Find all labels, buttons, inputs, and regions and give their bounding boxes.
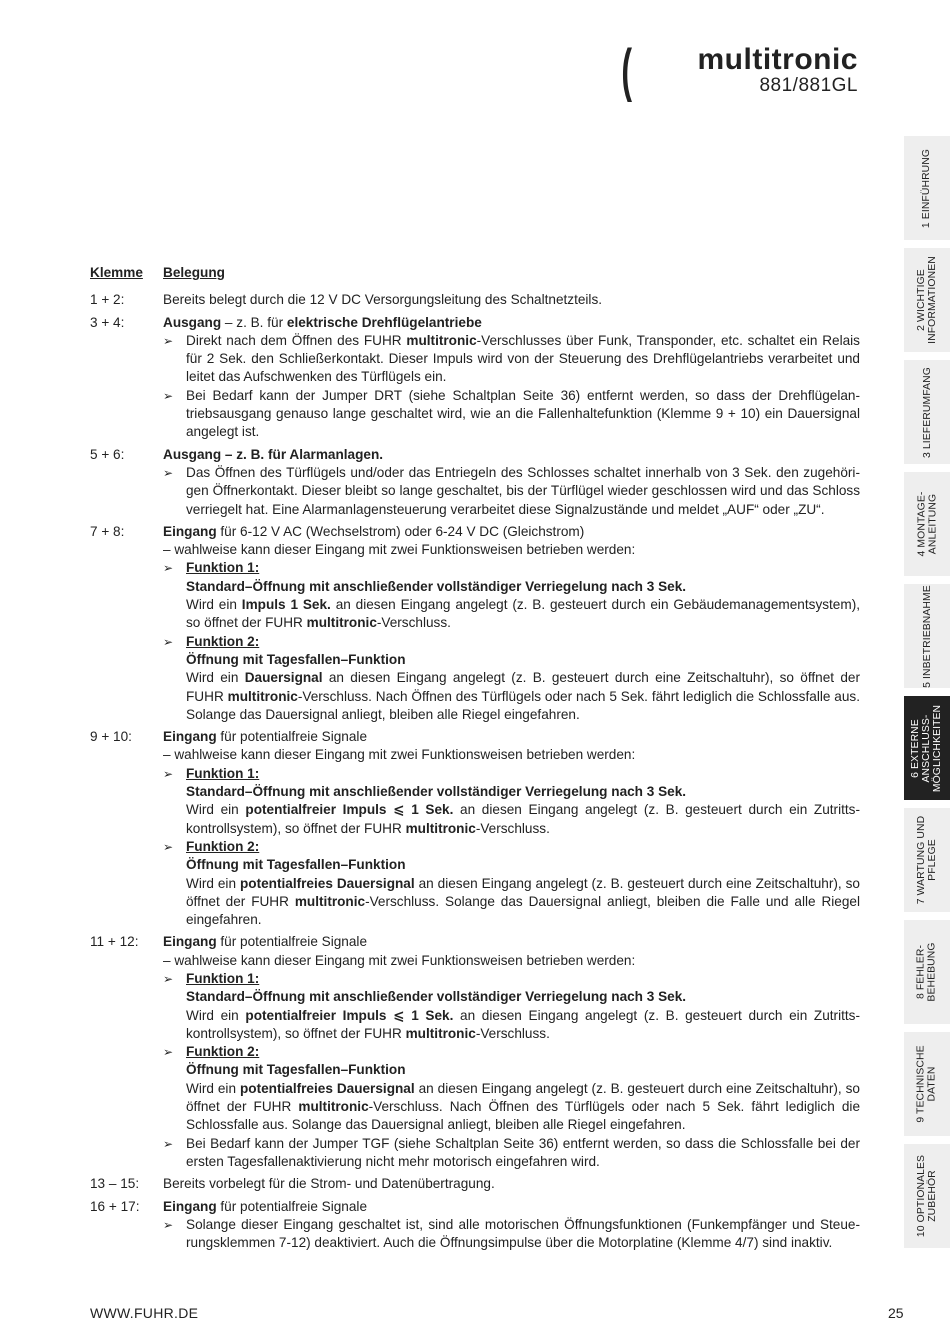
arrow-bullet-icon: ➢ xyxy=(163,561,174,576)
text-run: Solange dieser Eingang geschaltet ist, sind alle motorischen Öffnungsfunktionen (Funkempfänger und Steuerungsklemmen 7-12) deaktiviert. Auch die Öffnungsimpulse über die Motorplatine (Klemme 4/7) sind inaktiv. xyxy=(186,1216,860,1251)
text-run: potentialfreier Impuls ⩽ 1 Sek. xyxy=(245,1007,454,1023)
table-row xyxy=(90,933,860,1171)
chapter-tab-label: 2 WICHTIGE INFORMATIONEN xyxy=(916,256,939,344)
text-run: an diesen Eingang angelegt (z. B. gesteuert durch eine Zeitschaltuhr), so öffnet der FUHR xyxy=(186,875,860,909)
text-run: Öffnung mit Tagesfallen–Funktion xyxy=(186,857,406,873)
text-run: multitronic xyxy=(406,332,477,348)
table-header xyxy=(90,264,860,282)
text-run: Funktion 1: xyxy=(186,765,260,781)
terminal-description xyxy=(163,1175,860,1193)
text-run: Funktion 2: xyxy=(186,633,260,649)
bullet-text xyxy=(186,765,860,838)
text-run: potentialfreier Impuls ⩽ 1 Sek. xyxy=(245,802,454,818)
terminal-table xyxy=(90,264,860,1256)
brand-logo xyxy=(621,38,859,103)
text-run: multitronic xyxy=(227,688,298,704)
text-run: Das Öffnen des Türflügels und/oder das Entriegeln des Schlosses schaltet innerhalb von 3 Sek. den zugehörigen Öffnerkontakt. Dieser bleibt so lange geschaltet, bis der Türflügel wieder geschlossen wird und das Schloss verriegelt hat. Eine Alarmanlagensteuerung verarbeitet diese Signalzustände und meldet „AUF“ oder „ZU“. xyxy=(186,464,860,517)
chapter-tab-6[interactable] xyxy=(904,696,950,800)
text-run: -Verschluss. Solange das Dauersignal anliegt, bleiben die Falle und alle Riegel eingefahren. xyxy=(186,893,861,928)
text-run: Standard–Öffnung mit anschließender vollständiger Verriegelung nach 3 Sek. xyxy=(186,989,687,1005)
terminal-number: 1 + 2: xyxy=(90,292,125,308)
text-run: -Verschluss. xyxy=(475,820,550,836)
text-run: Eingang xyxy=(163,934,217,950)
text-run: für 6-12 V AC (Wechselstrom) oder 6-24 V DC (Gleichstrom) xyxy=(216,523,585,539)
terminal-description xyxy=(163,291,860,309)
chapter-tab-5[interactable] xyxy=(904,584,950,688)
chapter-tab-9[interactable] xyxy=(904,1032,950,1136)
terminal-number: 16 + 17: xyxy=(90,1198,140,1214)
text-run: an diesen Eingang angelegt (z. B. gesteuert durch eine Zeitschaltuhr), so öffnet der FUHR xyxy=(186,670,860,704)
description-main xyxy=(163,728,860,746)
text-run: -Verschluss. xyxy=(376,615,451,631)
terminal-number: 11 + 12: xyxy=(90,934,139,950)
text-run: multitronic xyxy=(298,1099,369,1115)
text-run: Wird ein xyxy=(186,802,246,818)
text-run: Wird ein xyxy=(186,1007,246,1023)
text-run: potentialfreies Dauersignal xyxy=(239,875,415,891)
text-run: – z. B. für xyxy=(221,314,287,330)
description-main xyxy=(163,446,860,464)
text-run: -Verschlusses über Funk, Transponder, etc. schaltet ein Relais für 2 Sek. den Schließerkontakt. Dieser Impuls wird von der Steuerung des Drehflügelantriebs verarbeitet und leitet das Aufschwenken des Türflügels ein. xyxy=(186,332,860,385)
arrow-bullet-icon: ➢ xyxy=(163,333,174,348)
terminal-description xyxy=(163,446,860,519)
chapter-tab-label: 1 EINFÜHRUNG xyxy=(921,148,933,228)
arrow-bullet-icon: ➢ xyxy=(163,766,174,781)
brand-parenthesis: ( xyxy=(621,38,632,103)
chapter-tab-3[interactable] xyxy=(904,360,950,464)
table-row xyxy=(90,1175,860,1193)
arrow-bullet-icon: ➢ xyxy=(163,465,174,480)
text-run: für potentialfreie Signale xyxy=(216,934,368,950)
brand-name: multitronic xyxy=(697,43,858,76)
text-run: potentialfreies Dauersignal xyxy=(239,1080,415,1096)
chapter-tab-4[interactable] xyxy=(904,472,950,576)
text-run: Bei Bedarf kann der Jumper TGF (siehe Schaltplan Seite 36) entfernt werden, so dass die Schlossfalle bei der ersten Tagesfallenaktivierung nicht mehr motorisch eingefahren wird. xyxy=(186,1135,860,1169)
chapter-tab-8[interactable] xyxy=(904,920,950,1024)
arrow-bullet-icon: ➢ xyxy=(163,388,174,403)
chapter-tab-10[interactable] xyxy=(904,1144,950,1248)
chapter-tab-label: 10 OPTIONALES ZUBEHÖR xyxy=(916,1154,938,1238)
text-run: an diesen Eingang angelegt (z. B. gesteuert durch ein Zutrittskontrollsystem), so öffnet der FUHR xyxy=(186,1007,860,1041)
text-run: Ausgang xyxy=(163,314,222,330)
description-main xyxy=(163,1198,860,1216)
arrow-bullet-icon: ➢ xyxy=(163,1045,174,1060)
text-run: Eingang xyxy=(163,1198,217,1214)
chapter-tab-label: 9 TECHNISCHE DATEN xyxy=(916,1045,939,1123)
text-run: Standard–Öffnung mit anschließender vollständiger Verriegelung nach 3 Sek. xyxy=(186,578,687,594)
chapter-tab-label: 8 FEHLER- BEHEBUNG xyxy=(916,942,938,1002)
description-main xyxy=(163,1175,860,1193)
text-run: Funktion 1: xyxy=(186,560,260,576)
bullet-item xyxy=(163,559,860,632)
terminal-description xyxy=(163,314,860,442)
table-row xyxy=(90,1198,860,1253)
text-run: Öffnung mit Tagesfallen–Funktion xyxy=(186,1062,406,1078)
text-run: Bei Bedarf kann der Jumper DRT (siehe Schaltplan Seite 36) entfernt werden, so dass der Drehflügelantriebsausgang genauso lange geschaltet wird, wie an die Fallenhaltefunktion (Klemme 9 + 10) ein Dauersignal angelegt ist. xyxy=(186,387,860,440)
text-run: Funktion 2: xyxy=(186,838,260,854)
bullet-item xyxy=(163,838,860,929)
terminal-number: 7 + 8: xyxy=(90,523,125,539)
description-main xyxy=(163,314,860,332)
bullet-item xyxy=(163,1135,860,1172)
text-run: -Verschluss. Nach Öffnen des Türflügels oder nach 5 Sek. fährt lediglich die Schlossfalle aus. Solange das Dauersignal anliegt, bleiben alle Riegel eingefahren. xyxy=(186,688,860,722)
text-run: an diesen Eingang angelegt (z. B. gesteuert durch ein Gebäudemanagementsystem), so öffnet der FUHR xyxy=(186,597,860,631)
terminal-description xyxy=(163,1198,860,1253)
chapter-tab-7[interactable] xyxy=(904,808,950,912)
chapter-tab-label: 5 INBETRIEBNAHME xyxy=(921,584,933,688)
chapter-tab-label: 6 EXTERNE ANSCHLUSS- MÖGLICHKEITEN xyxy=(910,704,944,792)
column-header-belegung: Belegung xyxy=(163,265,225,280)
description-main xyxy=(163,523,860,541)
table-row xyxy=(90,291,860,309)
bullet-item xyxy=(163,765,860,838)
brand-model: 881/881GL xyxy=(759,75,858,96)
text-run: an diesen Eingang angelegt (z. B. gesteuert durch ein Zutrittskontrollsystem), so öffnet der FUHR xyxy=(186,802,860,836)
chapter-tab-label: 4 MONTAGE- ANLEITUNG xyxy=(916,491,939,557)
text-run: Ausgang – z. B. für Alarmanlagen. xyxy=(163,446,384,462)
terminal-number: 3 + 4: xyxy=(90,314,125,330)
text-run: für potentialfreie Signale xyxy=(216,729,368,745)
bullet-item xyxy=(163,970,860,1043)
table-row xyxy=(90,728,860,929)
text-run: Standard–Öffnung mit anschließender vollständiger Verriegelung nach 3 Sek. xyxy=(186,784,687,800)
page-number: 25 xyxy=(888,1305,904,1321)
text-run: Dauersignal xyxy=(244,670,323,686)
text-run: Bereits belegt durch die 12 V DC Versorgungsleitung des Schaltnetzteils. xyxy=(163,292,603,308)
arrow-bullet-icon: ➢ xyxy=(163,1136,174,1151)
table-row xyxy=(90,523,860,724)
terminal-description xyxy=(163,523,860,724)
arrow-bullet-icon: ➢ xyxy=(163,839,174,854)
text-run: für potentialfreie Signale xyxy=(216,1198,368,1214)
bullet-text xyxy=(186,559,860,632)
table-row xyxy=(90,446,860,519)
description-sub: – wahlweise kann dieser Eingang mit zwei Funktionsweisen betrieben werden: xyxy=(163,747,636,763)
arrow-bullet-icon: ➢ xyxy=(163,1217,174,1232)
description-main xyxy=(163,291,860,309)
bullet-text xyxy=(186,1216,860,1253)
arrow-bullet-icon: ➢ xyxy=(163,971,174,986)
text-run: Eingang xyxy=(163,523,217,539)
table-row xyxy=(90,314,860,442)
text-run: Wird ein xyxy=(186,1080,240,1096)
text-run: multitronic xyxy=(294,893,366,909)
bullet-text xyxy=(186,464,860,519)
text-run: Öffnung mit Tagesfallen–Funktion xyxy=(186,651,406,667)
chapter-tab-1[interactable] xyxy=(904,136,950,240)
bullet-text xyxy=(186,838,860,929)
text-run: Wird ein xyxy=(186,670,245,686)
text-run: Impuls 1 Sek. xyxy=(241,597,331,613)
chapter-tab-label: 7 WARTUNG UND PFLEGE xyxy=(916,815,938,905)
column-header-klemme: Klemme xyxy=(90,265,143,280)
text-run: an diesen Eingang angelegt (z. B. gesteuert durch eine Zeitschaltuhr), so öffnet der FUHR xyxy=(186,1080,860,1115)
text-run: -Verschluss. Nach Öffnen des Türflügels oder nach 5 Sek. fährt lediglich die Schlossfalle aus. Solange das Dauersignal anliegt, bleiben alle Riegel eingefahren. xyxy=(186,1099,861,1133)
text-run: multitronic xyxy=(306,615,377,631)
text-run: -Verschluss. xyxy=(475,1025,550,1041)
footer-url[interactable]: WWW.FUHR.DE xyxy=(90,1305,199,1321)
text-run: Bereits vorbelegt für die Strom- und Datenübertragung. xyxy=(163,1176,495,1192)
chapter-tab-2[interactable] xyxy=(904,248,950,352)
bullet-text xyxy=(186,633,860,724)
text-run: Wird ein xyxy=(186,875,240,891)
bullet-text xyxy=(186,1043,860,1134)
text-run: elektrische Drehflügelantriebe xyxy=(286,314,482,330)
terminal-number: 9 + 10: xyxy=(90,729,132,745)
chapter-tab-label: 3 LIEFERUMFANG xyxy=(921,366,933,458)
text-run: multitronic xyxy=(405,820,476,836)
bullet-item xyxy=(163,1216,860,1253)
description-sub: – wahlweise kann dieser Eingang mit zwei Funktionsweisen betrieben werden: xyxy=(163,542,636,558)
terminal-description xyxy=(163,728,860,929)
description-sub: – wahlweise kann dieser Eingang mit zwei Funktionsweisen betrieben werden: xyxy=(163,952,636,968)
bullet-item xyxy=(163,633,860,724)
text-run: Direkt nach dem Öffnen des FUHR xyxy=(186,332,407,348)
terminal-description xyxy=(163,933,860,1171)
terminal-number: 5 + 6: xyxy=(90,446,125,462)
arrow-bullet-icon: ➢ xyxy=(163,634,174,649)
terminal-number: 13 – 15: xyxy=(90,1176,140,1192)
text-run: multitronic xyxy=(405,1025,476,1041)
text-run: Funktion 2: xyxy=(186,1044,260,1060)
description-main xyxy=(163,933,860,951)
bullet-text xyxy=(186,332,860,387)
bullet-text xyxy=(186,387,860,442)
bullet-text xyxy=(186,1135,860,1172)
bullet-item xyxy=(163,387,860,442)
bullet-item xyxy=(163,1043,860,1134)
bullet-item xyxy=(163,464,860,519)
bullet-text xyxy=(186,970,860,1043)
text-run: Wird ein xyxy=(186,597,242,613)
text-run: Funktion 1: xyxy=(186,970,260,986)
text-run: Eingang xyxy=(163,729,217,745)
bullet-item xyxy=(163,332,860,387)
